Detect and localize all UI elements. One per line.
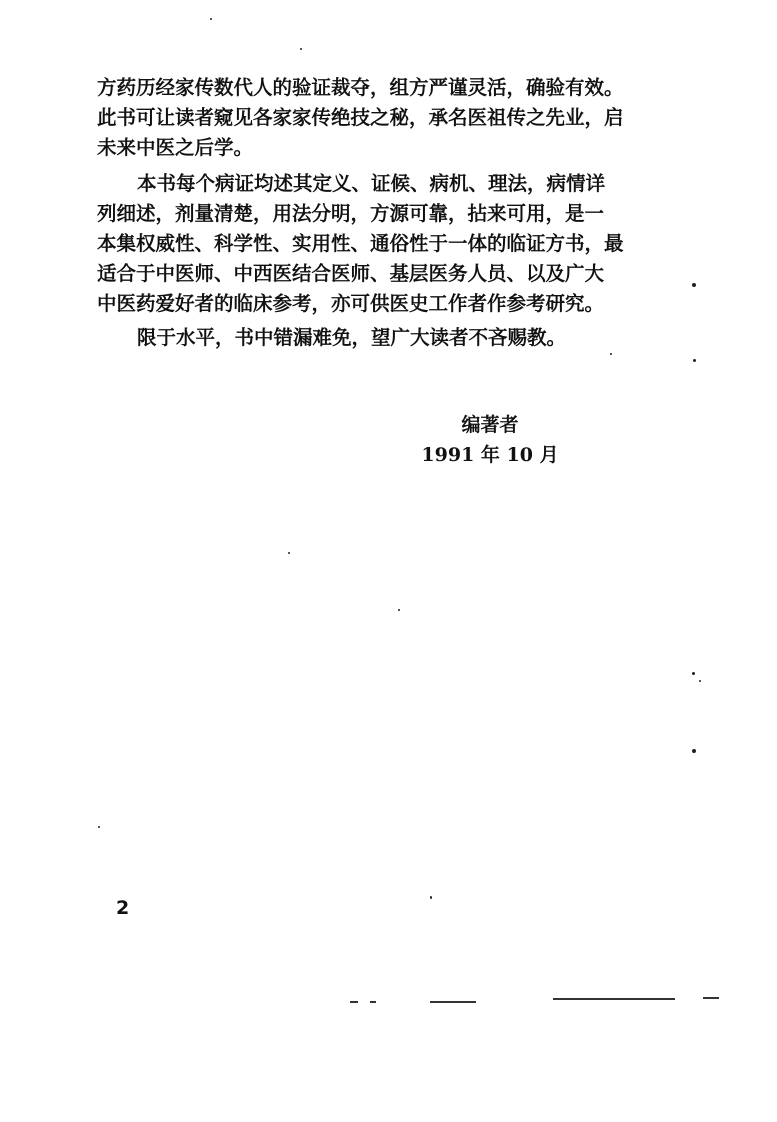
date-line: 1991 年 10 月: [421, 444, 559, 466]
scan-speck: [693, 359, 696, 362]
body-text: [97, 73, 642, 353]
signature-block: [420, 410, 560, 470]
scan-speck: [300, 48, 302, 50]
text-line: 方药历经家传数代人的验证裁夺，组方严谨灵活，确验有效。: [97, 76, 624, 99]
scan-speck: [210, 18, 212, 20]
text-line: 适合于中医师、中西医结合医师、基层医务人员、以及广大: [97, 262, 605, 285]
scan-line: [703, 997, 719, 999]
text-line: 限于水平，书中错漏难免，望广大读者不吝赐教。: [137, 326, 567, 349]
page-number: 2: [116, 897, 130, 919]
scan-speck: [610, 353, 612, 355]
scan-speck: [430, 896, 432, 899]
text-line: 本集权威性、科学性、实用性、通俗性于一体的临证方书，最: [97, 232, 624, 255]
text-line: 本书每个病证均述其定义、证候、病机、理法，病情详: [137, 172, 606, 195]
author-line: 编著者: [461, 414, 519, 436]
text-line: 未来中医之后学。: [97, 136, 254, 159]
paragraph-closing: [97, 323, 642, 353]
scan-line: [430, 1001, 476, 1003]
scan-speck: [288, 552, 290, 554]
scan-speck: [692, 283, 696, 287]
paragraph-continuation: [97, 73, 642, 163]
scan-speck: [699, 680, 701, 682]
scan-speck: [398, 609, 400, 611]
paragraph-book-description: [97, 169, 642, 319]
scan-speck: [98, 826, 100, 828]
scan-speck: [692, 672, 695, 675]
scan-line: [350, 1001, 358, 1003]
text-line: 中医药爱好者的临床参考，亦可供医史工作者作参考研究。: [97, 292, 605, 315]
text-line: 列细述，剂量清楚，用法分明，方源可靠，拈来可用，是一: [97, 202, 605, 225]
scan-speck: [692, 749, 696, 753]
scan-line: [553, 998, 675, 1000]
text-line: 此书可让读者窥见各家家传绝技之秘，承名医祖传之先业，启: [97, 106, 624, 129]
scan-line: [370, 1001, 376, 1003]
